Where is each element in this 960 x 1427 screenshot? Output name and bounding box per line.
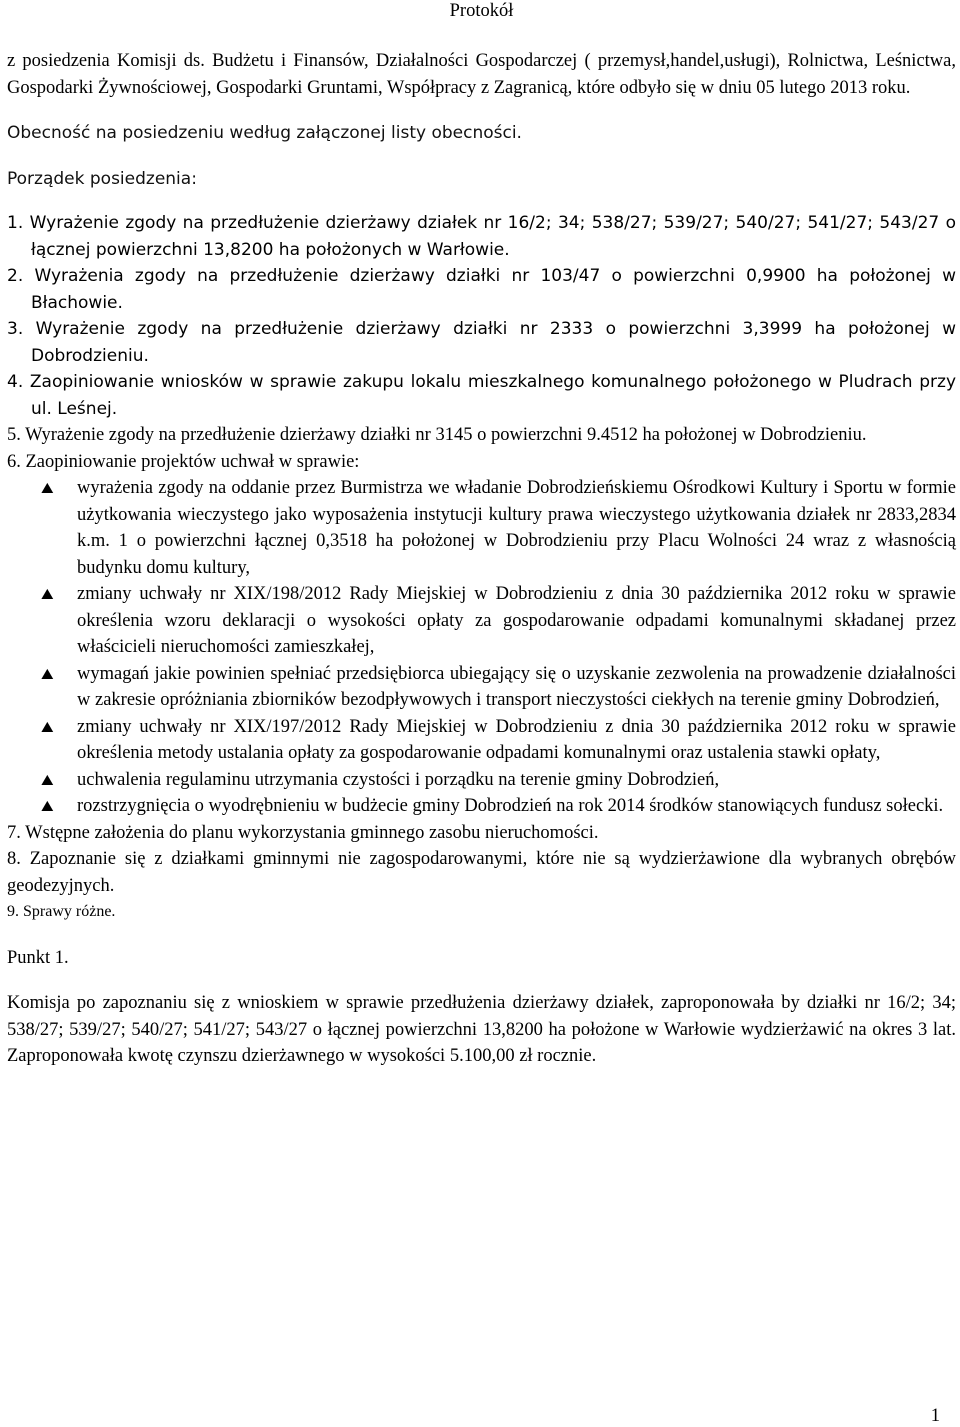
agenda-item (7, 899, 956, 926)
presence-note: Obecność na posiedzeniu według załączonej listy obecności. (7, 123, 522, 143)
agenda-item-number: 8. (7, 849, 21, 869)
agenda-item-text: Wyrażenia zgody na przedłużenie dzierżawy działki nr 103/47 o powierzchni 0,9900 ha położonej w Błachowie. (31, 266, 957, 313)
mountain-bullet-icon: ⛰ (41, 717, 54, 736)
agenda-item-text: Wyrażenie zgody na przedłużenie dzierżawy działki nr 3145 o powierzchni 9.4512 ha położonej w Dobrodzieniu. (25, 425, 867, 445)
sub-list-item-text: wymagań jakie powinien spełniać przedsiębiorca ubiegający się o uzyskanie zezwolenia na prowadzenie działalności w zakresie opróżniania zbiorników bezodpływowych i transport nieczystości ciekłych na terenie gminy Dobrodzień, (77, 663, 956, 710)
agenda-item-text: Wstępne założenia do planu wykorzystania gminnego zasobu nieruchomości. (25, 822, 599, 843)
agenda-item-text: Wyrażenie zgody na przedłużenie dzierżawy działek nr 16/2; 34; 538/27; 539/27; 540/27; 541/27; 543/27 o łącznej powierzchni 13,8200 ha położonych w Warłowie. (29, 213, 956, 260)
agenda-item (7, 449, 956, 476)
agenda-item-text: Sprawy różne. (23, 903, 116, 920)
document-page (7, 0, 956, 1070)
agenda-item (7, 316, 956, 369)
agenda-item-text: Zaopiniowanie wniosków w sprawie zakupu lokalu mieszkalnego komunalnego położonego w Pludrach przy ul. Leśnej. (29, 372, 957, 419)
agenda-heading: Porządek posiedzenia: (7, 168, 197, 189)
agenda-item (7, 422, 956, 449)
sub-list-item (7, 475, 956, 581)
agenda-item-text: Zapoznanie się z działkami gminnymi nie zagospodarowanymi, które nie są wydzierżawione dla wybranych obrębów geodezyjnych. (7, 849, 956, 896)
agenda-item-number: 6. (7, 451, 21, 472)
sub-list-item (7, 714, 956, 767)
sub-list-item (7, 767, 956, 794)
sub-list-item (7, 661, 956, 714)
agenda-item-number: 9. (7, 903, 19, 920)
agenda-item (7, 820, 956, 847)
mountain-bullet-icon: ⛰ (41, 770, 54, 789)
agenda-item-number: 2. (7, 266, 24, 286)
sub-list-item-text: uchwalenia regulaminu utrzymania czystości i porządku na terenie gminy Dobrodzień, (77, 769, 720, 790)
sub-list-item (7, 793, 956, 820)
mountain-bullet-icon: ⛰ (41, 664, 54, 683)
sub-list-item-text: wyrażenia zgody na oddanie przez Burmistrza we władanie Dobrodzieńskiemu Ośrodkowi Kultury i Sportu w formie użytkowania wieczystego jako wyposażenia instytucji kultury prawa wieczystego użytkowania działek nr 2833,2834 k.m. 1 o powierzchni łącznej 0,3518 ha położonej w Dobrodzieniu przy Placu Wolności 24 wraz z własnością budynku domu kultury, (77, 478, 956, 578)
agenda-item-number: 7. (7, 822, 21, 843)
agenda-item-number: 5. (7, 425, 21, 445)
sub-list-item-text: zmiany uchwały nr XIX/197/2012 Rady Miejskiej w Dobrodzieniu z dnia 30 października 2012 roku w sprawie określenia metody ustalania opłaty za gospodarowanie odpadami komunalnymi oraz ustalenia stawki opłaty, (77, 716, 956, 763)
sub-list-item-text: rozstrzygnięcia o wyodrębnieniu w budżecie gminy Dobrodzień na rok 2014 środków stanowiących fundusz sołecki. (77, 796, 944, 816)
agenda-item (7, 369, 956, 422)
page-number: 1 (930, 1406, 940, 1426)
agenda-list (7, 210, 956, 926)
agenda-item-number: 3. (7, 319, 24, 339)
agenda-item-text: Zaopiniowanie projektów uchwał w sprawie: (25, 451, 360, 472)
sub-list-item-text: zmiany uchwały nr XIX/198/2012 Rady Miejskiej w Dobrodzieniu z dnia 30 października 2012 roku w sprawie określenia wzoru deklaracji o wysokości opłaty za gospodarowanie odpadami komunalnymi składanej przez właścicieli nieruchomości zamieszkałej, (77, 584, 956, 657)
agenda-item-number: 1. (7, 213, 24, 233)
agenda-item (7, 263, 956, 316)
document-title: Protokół (449, 1, 514, 21)
intro-paragraph: z posiedzenia Komisji ds. Budżetu i Finansów, Działalności Gospodarczej ( przemysł,handel,usługi), Rolnictwa, Leśnictwa, Gospodarki Żywnościowej, Gospodarki Gruntami, Współpracy z Zagranicą, które odbyło się w dniu 05 lutego 2013 roku. (7, 51, 956, 98)
sub-list-item (7, 581, 956, 661)
agenda-item-number: 4. (7, 372, 24, 392)
agenda-item-text: Wyrażenie zgody na przedłużenie dzierżawy działki nr 2333 o powierzchni 3,3999 ha położonej w Dobrodzieniu. (31, 319, 956, 366)
final-paragraph: Komisja po zapoznaniu się z wnioskiem w sprawie przedłużenia dzierżawy działek, zaproponowała by działki nr 16/2; 34; 538/27; 539/27; 540/27; 541/27; 543/27 o łącznej powierzchni 13,8200 ha położone w Warłowie wydzierżawić na okres 3 lat. Zaproponowała kwotę czynszu dzierżawnego w wysokości 5.100,00 zł rocznie. (7, 993, 956, 1066)
agenda-item (7, 846, 956, 899)
section-heading: Punkt 1. (7, 947, 69, 968)
agenda-item (7, 210, 956, 263)
mountain-bullet-icon: ⛰ (41, 797, 54, 815)
mountain-bullet-icon: ⛰ (41, 479, 54, 497)
mountain-bullet-icon: ⛰ (41, 585, 54, 603)
